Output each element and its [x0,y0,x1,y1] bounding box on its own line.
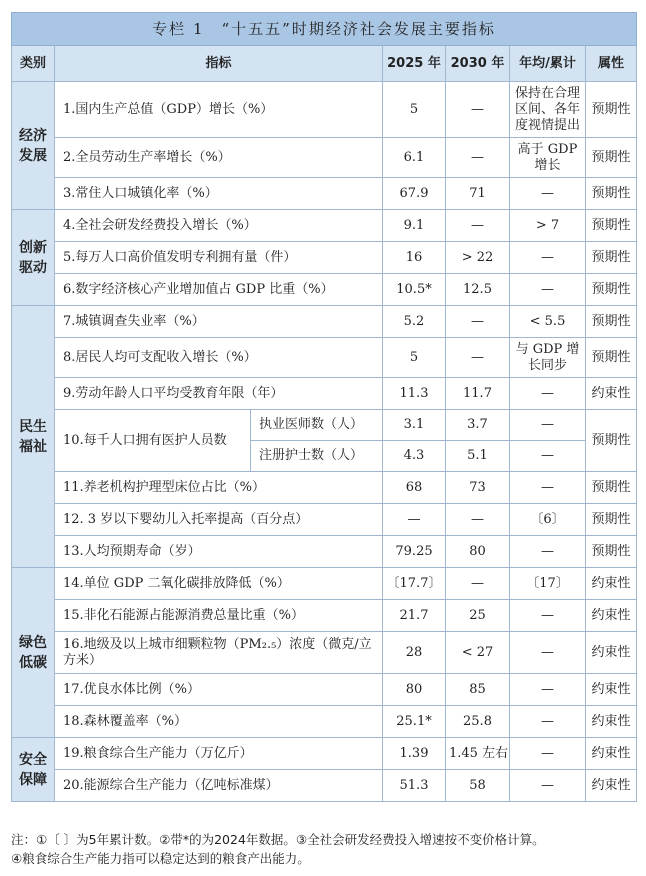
value-2025: 16 [383,242,446,274]
value-attribute: 预期性 [586,274,637,306]
indicator-table [11,12,637,802]
table-row [12,82,637,138]
value-2030: 73 [446,472,510,504]
value-2030: — [446,504,510,536]
value-2030: — [446,338,510,378]
value-2030: 5.1 [446,441,510,472]
value-annual: < 5.5 [510,306,586,338]
value-annual: — [510,472,586,504]
indicator-cell: 6.数字经济核心产业增加值占 GDP 比重（%） [55,274,383,306]
indicator-table-panel [11,12,636,812]
value-attribute: 预期性 [586,138,637,178]
table-row [12,674,637,706]
value-2025: 25.1* [383,706,446,738]
value-2025: 〔17.7〕 [383,568,446,600]
value-annual: — [510,378,586,410]
indicator-cell: 20.能源综合生产能力（亿吨标准煤） [55,770,383,802]
value-2025: 68 [383,472,446,504]
value-attribute: 预期性 [586,338,637,378]
sub-indicator-cell: 注册护士数（人） [251,441,383,472]
value-2025: 10.5* [383,274,446,306]
value-2030: — [446,210,510,242]
value-attribute: 约束性 [586,706,637,738]
sub-indicator-cell: 执业医师数（人） [251,410,383,441]
indicator-cell: 1.国内生产总值（GDP）增长（%） [55,82,383,138]
value-2030: — [446,138,510,178]
value-annual: — [510,441,586,472]
category-green: 绿色低碳 [12,568,55,738]
table-row [12,338,637,378]
value-attribute: 约束性 [586,770,637,802]
value-annual: — [510,242,586,274]
value-attribute: 预期性 [586,210,637,242]
value-2030: 1.45 左右 [446,738,510,770]
value-2025: 67.9 [383,178,446,210]
note-line: 注：①〔 〕为5年累计数。②带*的为2024年数据。③全社会研发经费投入增速按不变价格计算。 [11,832,545,847]
header-category: 类别 [12,46,55,82]
indicator-cell: 16.地级及以上城市细颗粒物（PM₂.₅）浓度（微克/立方米） [55,632,383,674]
category-livelihood: 民生福祉 [12,306,55,568]
indicator-cell: 13.人均预期寿命（岁） [55,536,383,568]
value-attribute: 预期性 [586,504,637,536]
header-2030: 2030 年 [446,46,510,82]
value-2025: 28 [383,632,446,674]
header-indicator: 指标 [55,46,383,82]
table-row [12,600,637,632]
value-2030: 25 [446,600,510,632]
value-annual: 〔17〕 [510,568,586,600]
category-innovation: 创新驱动 [12,210,55,306]
table-row [12,178,637,210]
note-line: ④粮食综合生产能力指可以稳定达到的粮食产出能力。 [11,851,310,866]
value-2025: 79.25 [383,536,446,568]
value-2025: 5 [383,338,446,378]
value-attribute: 约束性 [586,600,637,632]
indicator-cell: 11.养老机构护理型床位占比（%） [55,472,383,504]
value-annual: — [510,600,586,632]
table-row [12,138,637,178]
table-row [12,210,637,242]
value-2025: 4.3 [383,441,446,472]
indicator-cell: 5.每万人口高价值发明专利拥有量（件） [55,242,383,274]
table-row [12,410,637,441]
value-2025: 9.1 [383,210,446,242]
table-notes [11,830,641,868]
value-annual: — [510,632,586,674]
header-attribute: 属性 [586,46,637,82]
value-annual: — [510,770,586,802]
value-2025: 11.3 [383,378,446,410]
value-annual: — [510,536,586,568]
indicator-cell: 17.优良水体比例（%） [55,674,383,706]
indicator-cell: 15.非化石能源占能源消费总量比重（%） [55,600,383,632]
indicator-cell: 8.居民人均可支配收入增长（%） [55,338,383,378]
value-attribute: 约束性 [586,674,637,706]
category-economy: 经济发展 [12,82,55,210]
value-2025: 80 [383,674,446,706]
indicator-cell: 18.森林覆盖率（%） [55,706,383,738]
table-row [12,242,637,274]
value-annual: > 7 [510,210,586,242]
value-attribute: 预期性 [586,536,637,568]
table-row [12,536,637,568]
table-row [12,706,637,738]
value-2030: 71 [446,178,510,210]
value-2030: 11.7 [446,378,510,410]
value-attribute: 预期性 [586,306,637,338]
value-attribute: 约束性 [586,632,637,674]
value-2030: 12.5 [446,274,510,306]
value-annual: 保持在合理区间、各年度视情提出 [510,82,586,138]
value-2025: 3.1 [383,410,446,441]
value-attribute: 预期性 [586,82,637,138]
value-2030: > 22 [446,242,510,274]
header-2025: 2025 年 [383,46,446,82]
value-annual: — [510,738,586,770]
header-annual-cumulative: 年均/累计 [510,46,586,82]
value-2030: — [446,306,510,338]
value-attribute: 约束性 [586,378,637,410]
value-2025: — [383,504,446,536]
value-annual: 高于 GDP 增长 [510,138,586,178]
table-row [12,568,637,600]
value-attribute: 预期性 [586,472,637,504]
value-attribute: 预期性 [586,410,637,472]
indicator-cell: 2.全员劳动生产率增长（%） [55,138,383,178]
table-row [12,472,637,504]
indicator-cell: 7.城镇调查失业率（%） [55,306,383,338]
category-security: 安全保障 [12,738,55,802]
value-2030: 85 [446,674,510,706]
value-2030: 3.7 [446,410,510,441]
table-row [12,504,637,536]
value-2030: 25.8 [446,706,510,738]
value-annual: 与 GDP 增长同步 [510,338,586,378]
value-annual: — [510,706,586,738]
value-annual: — [510,178,586,210]
value-annual: — [510,674,586,706]
value-2030: < 27 [446,632,510,674]
value-2025: 5 [383,82,446,138]
table-row [12,274,637,306]
table-row [12,770,637,802]
table-title-row [12,13,637,46]
value-2025: 5.2 [383,306,446,338]
value-attribute: 预期性 [586,178,637,210]
indicator-cell: 3.常住人口城镇化率（%） [55,178,383,210]
table-row [12,632,637,674]
value-2030: — [446,568,510,600]
value-2025: 1.39 [383,738,446,770]
value-annual: 〔6〕 [510,504,586,536]
table-row [12,378,637,410]
table-row [12,306,637,338]
table-header-row [12,46,637,82]
table-row [12,738,637,770]
value-2025: 6.1 [383,138,446,178]
indicator-cell: 4.全社会研发经费投入增长（%） [55,210,383,242]
value-annual: — [510,410,586,441]
table-title: 专栏 1 “十五五”时期经济社会发展主要指标 [12,13,637,46]
value-attribute: 预期性 [586,242,637,274]
indicator-cell: 12. 3 岁以下婴幼儿入托率提高（百分点） [55,504,383,536]
indicator-cell: 9.劳动年龄人口平均受教育年限（年） [55,378,383,410]
value-2030: 80 [446,536,510,568]
indicator-cell: 14.单位 GDP 二氧化碳排放降低（%） [55,568,383,600]
value-2030: — [446,82,510,138]
indicator-cell: 19.粮食综合生产能力（万亿斤） [55,738,383,770]
value-attribute: 约束性 [586,568,637,600]
value-2030: 58 [446,770,510,802]
value-2025: 51.3 [383,770,446,802]
value-annual: — [510,274,586,306]
indicator-cell: 10.每千人口拥有医护人员数 [55,410,251,472]
value-attribute: 约束性 [586,738,637,770]
value-2025: 21.7 [383,600,446,632]
